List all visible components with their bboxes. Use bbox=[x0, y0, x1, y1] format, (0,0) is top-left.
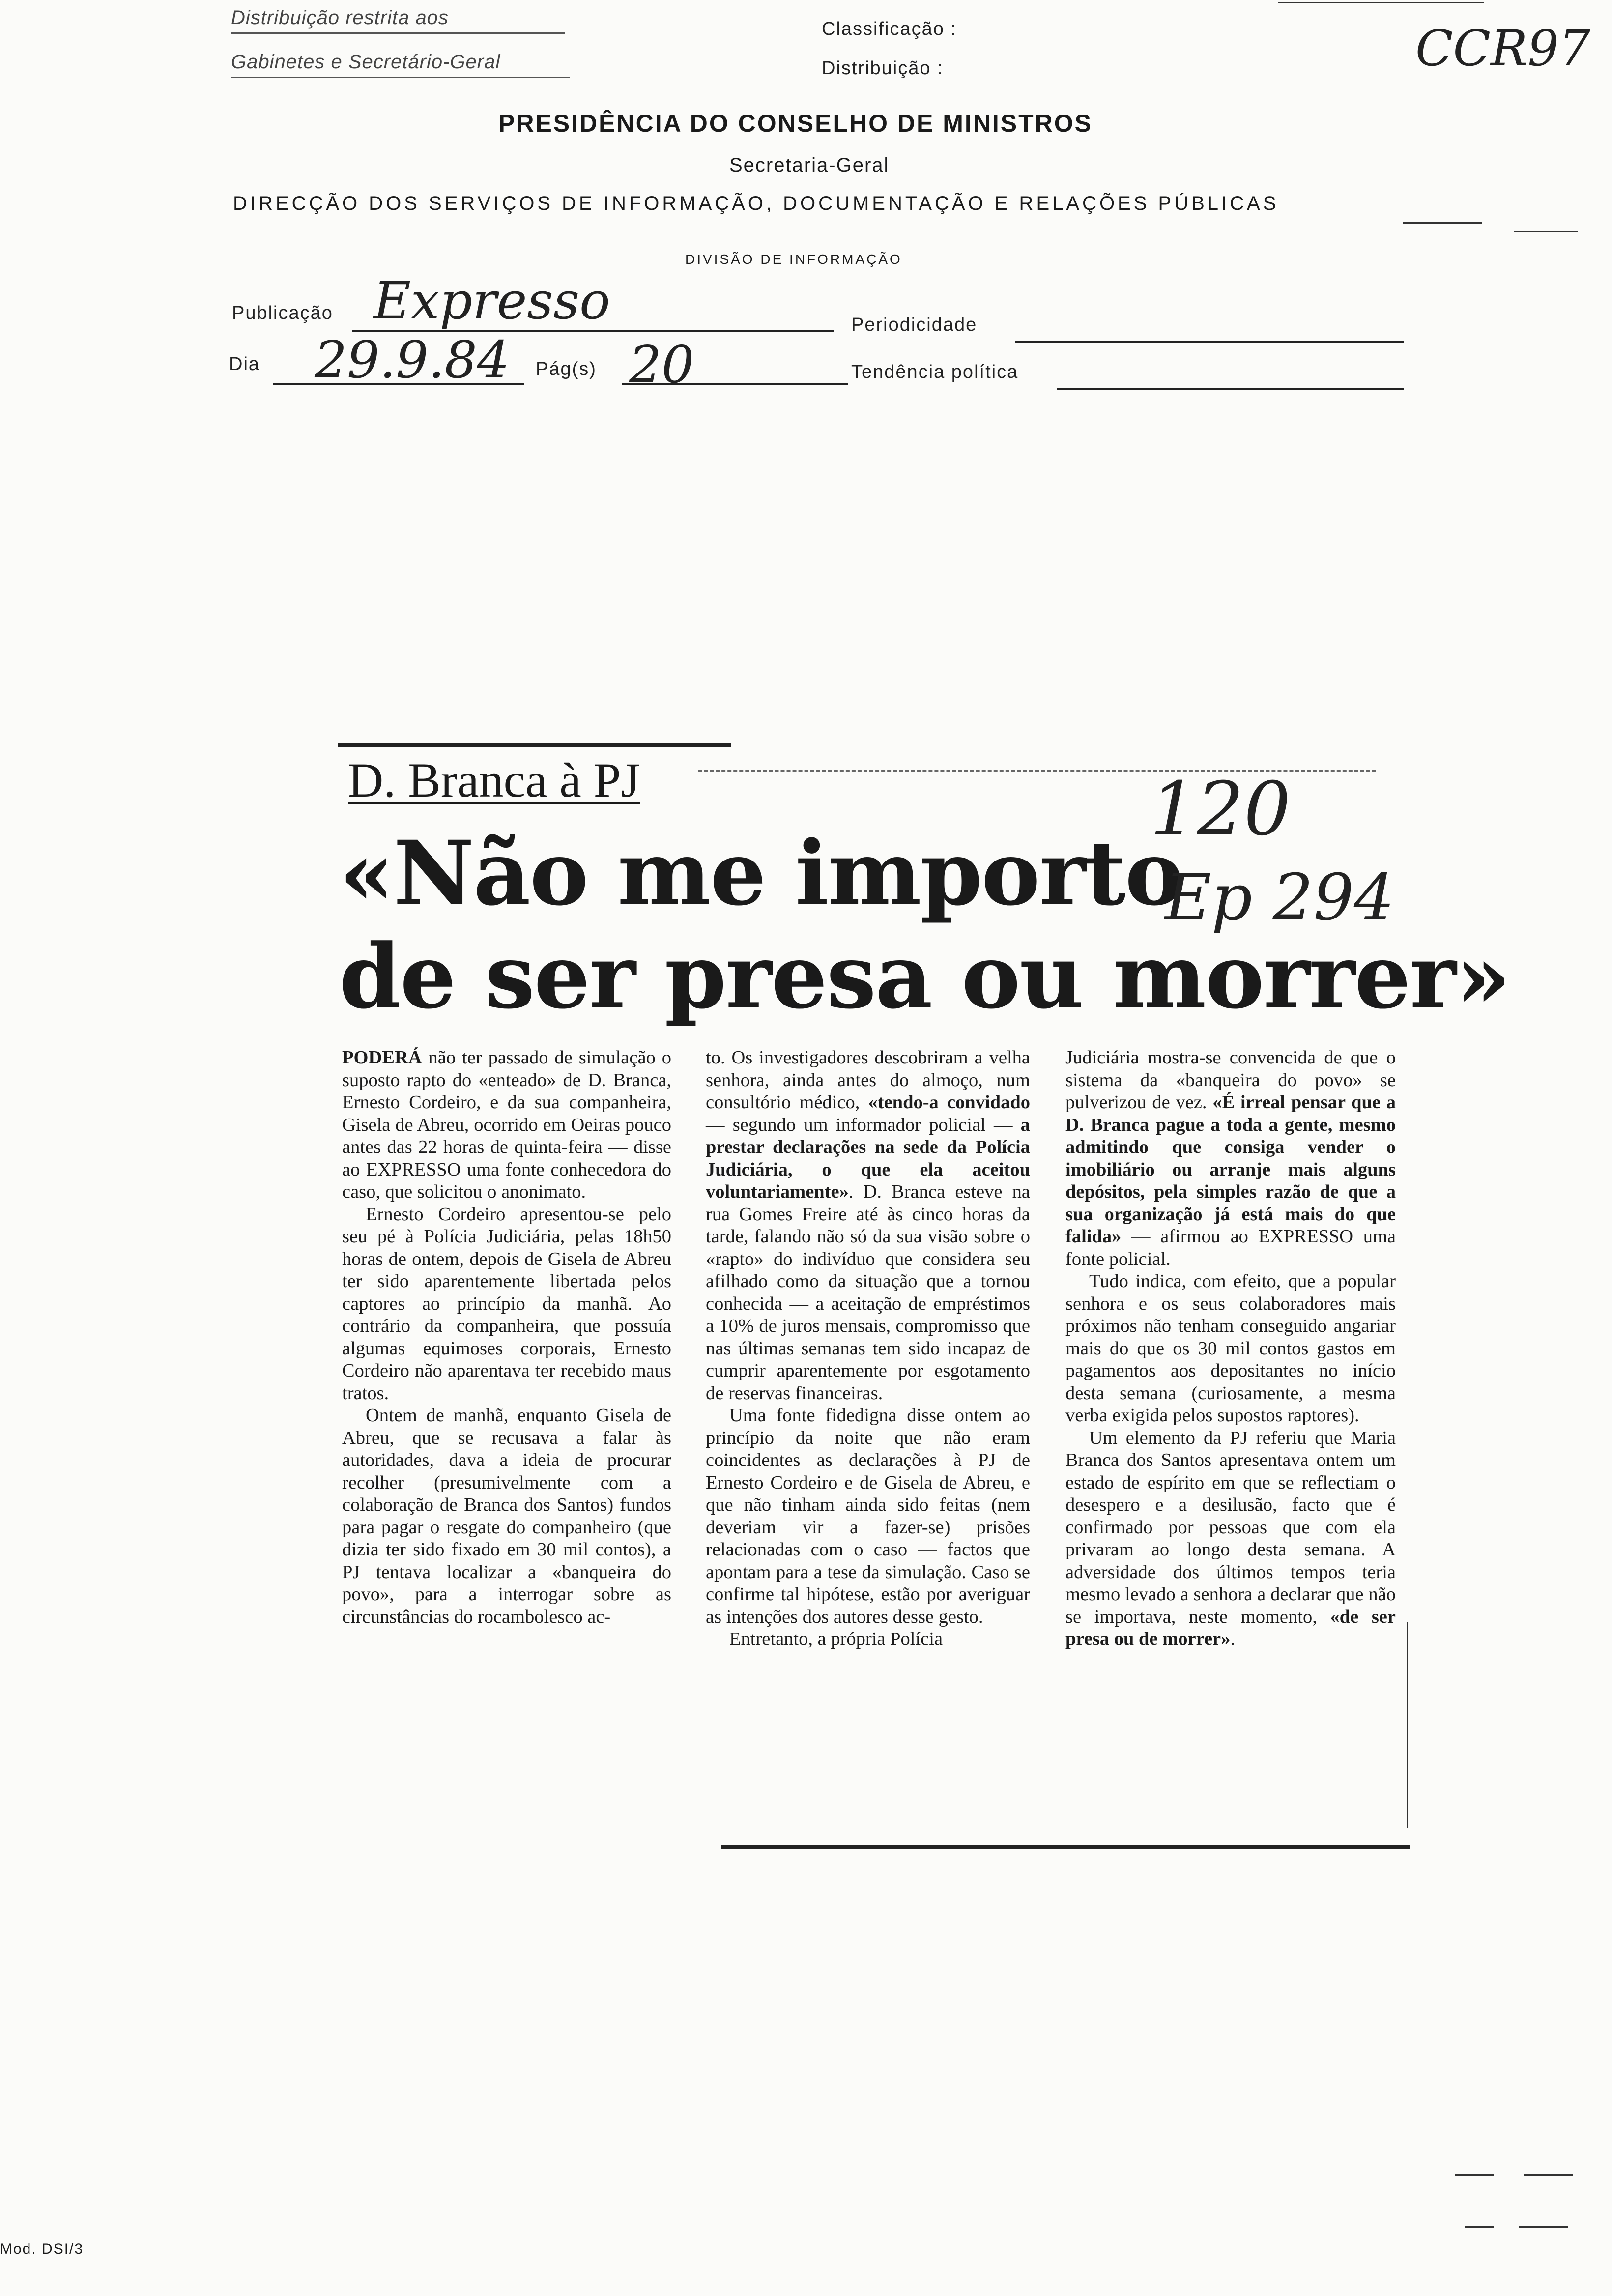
article-column-1 bbox=[342, 1047, 671, 1628]
col1-p1-text: não ter passado de simulação o suposto rapto do «enteado» de D. Branca, Ernesto Cordeiro, e da sua companheira, Gisela de Abreu, ocorrido em Oeiras pouco antes das 22 horas de quinta-feira — disse ao EXPRESSO uma fonte conhecedora do caso, que solicitou o anonimato. bbox=[342, 1047, 671, 1202]
column-right-rule bbox=[1407, 1622, 1408, 1828]
day-value: 29.9.84 bbox=[315, 330, 510, 390]
col3-p3-c: . bbox=[1230, 1629, 1236, 1649]
org-title: PRESIDÊNCIA DO CONSELHO DE MINISTROS bbox=[498, 110, 1093, 137]
directorate-rule-2 bbox=[1514, 231, 1578, 232]
col1-paragraph-1 bbox=[342, 1047, 671, 1204]
col1-paragraph-3: Ontem de manhã, enquanto Gisela de Abreu, que se recusava a falar às autoridades, dava a ideia de procurar recolher (presumivelmente com a colaboração de Branca dos Santos) fundos para pagar o resgate do companheiro (que dizia ter sido fixado em 30 mil contos), a PJ tentava localizar a «banqueira do povo», para a interrogar sobre as circunstâncias do rocambolesco ac- bbox=[342, 1405, 671, 1627]
day-label: Dia bbox=[229, 354, 260, 374]
col2-p1-c: — segundo um informador policial — bbox=[706, 1114, 1021, 1135]
article-bottom-rule bbox=[721, 1845, 1410, 1849]
political-tendency-label: Tendência política bbox=[851, 362, 1019, 382]
publication-value: Expresso bbox=[374, 271, 610, 331]
footer-rule-3 bbox=[1465, 2226, 1494, 2228]
directorate-rule bbox=[1403, 222, 1482, 224]
col3-p1-a: Judiciária mostra-se convencida de que o sistema da «banqueira do povo» se pulverizou de vez. bbox=[1065, 1047, 1396, 1113]
periodicity-label: Periodicidade bbox=[851, 315, 978, 335]
col3-p1-c: — afirmou ao EXPRESSO uma fonte policial. bbox=[1065, 1226, 1396, 1269]
top-right-rule bbox=[1278, 2, 1484, 3]
col2-p1-b: «tendo-a convidado bbox=[868, 1092, 1030, 1113]
distribution-underline-1 bbox=[231, 32, 565, 34]
col3-paragraph-1 bbox=[1065, 1047, 1396, 1270]
col2-p1-d: a prestar declarações na sede da Polícia Judiciária, o que ela aceitou voluntariamente» bbox=[706, 1114, 1030, 1202]
col3-paragraph-2: Tudo indica, com efeito, que a popular senhora e os seus colaboradores mais próximos não tenham conseguido angariar mais do que os 30 mil contos gastos em pagamentos aos depositantes no início desta semana (curiosamente, a mesma verba exigida pelos supostos raptores). bbox=[1065, 1271, 1396, 1426]
headline-line-2: de ser presa ou morrer» bbox=[339, 925, 1510, 1029]
article-column-2 bbox=[706, 1047, 1030, 1651]
archive-mark: CCR97 bbox=[1415, 20, 1590, 77]
col3-p1-b: «É irreal pensar que a D. Branca pague a toda a gente, mesmo admitindo que consiga vender o imobiliário ou arranje mais alguns depósitos, pela simples razão de que a sua organização já está mais do que falida» bbox=[1065, 1092, 1396, 1247]
political-tendency-line bbox=[1057, 388, 1404, 390]
footer-rule-1 bbox=[1455, 2174, 1494, 2176]
col1-paragraph-2: Ernesto Cordeiro apresentou-se pelo seu pé à Polícia Judiciária, pelas 18h50 horas de ontem, depois de Gisela de Abreu ter sido aparentemente libertada pelos captores ao princípio da manhã. Ao contrário da companheira, que possuía algumas equimoses corporais, Ernesto Cordeiro não aparentava ter recebido maus tratos. bbox=[342, 1204, 671, 1404]
org-subtitle: Secretaria-Geral bbox=[729, 154, 890, 176]
col1-lead-word: PODERÁ bbox=[342, 1047, 422, 1068]
article-kicker: D. Branca à PJ bbox=[348, 753, 640, 807]
col3-paragraph-3 bbox=[1065, 1427, 1396, 1651]
footer-rule-4 bbox=[1519, 2226, 1568, 2228]
footer-rule-2 bbox=[1524, 2174, 1573, 2176]
article-top-rule bbox=[338, 743, 731, 747]
col2-p1-e: . D. Branca esteve na rua Gomes Freire até às cinco horas da tarde, falando não só da sua visão sobre o «rapto» do indivíduo que considera seu afilhado como da situação que a tornou conhecida — a aceitação de empréstimos a 10% de juros mensais, compromisso que nas últimas semanas tem sido incapaz de cumprir aparentemente por esgotamento de reservas financeiras. bbox=[706, 1181, 1030, 1404]
classification-label: Classificação : bbox=[822, 19, 957, 39]
distribution-label: Distribuição : bbox=[822, 58, 944, 79]
pages-label: Pág(s) bbox=[536, 359, 597, 379]
division-label: DIVISÃO DE INFORMAÇÃO bbox=[685, 252, 902, 267]
col3-p3-a: Um elemento da PJ referiu que Maria Branca dos Santos apresentava ontem um estado de espírito em que se reflectiam o desespero e a desilusão, facto que é confirmado por pessoas que com ela privaram ao longo desta semana. A adversidade dos últimos tempos teria mesmo levado a senhora a declarar que não se importava, neste momento, bbox=[1065, 1427, 1396, 1627]
col2-paragraph-2: Uma fonte fidedigna disse ontem ao princípio da noite que não eram coincidentes as declarações à PJ de Ernesto Cordeiro e de Gisela de Abreu, e que não tinham ainda sido feitas (nem deveriam vir a fazer-se) prisões relacionadas com o caso — factos que apontam para a tese da simulação. Caso se confirme tal hipótese, estão por averiguar as intenções dos autores desse gesto. bbox=[706, 1405, 1030, 1627]
col2-p1-a: to. Os investigadores descobriram a velha senhora, ainda antes do almoço, num consultório médico, bbox=[706, 1047, 1030, 1113]
handwritten-number: 120 bbox=[1150, 767, 1291, 852]
article-column-3 bbox=[1065, 1047, 1396, 1651]
col2-paragraph-1 bbox=[706, 1047, 1030, 1405]
periodicity-line bbox=[1015, 341, 1404, 343]
publication-label: Publicação bbox=[232, 303, 333, 323]
distribution-line-1: Distribuição restrita aos bbox=[231, 7, 449, 29]
headline-line-1: «Não me importo bbox=[339, 822, 1183, 925]
col2-paragraph-3: Entretanto, a própria Polícia bbox=[729, 1629, 943, 1649]
pages-value: 20 bbox=[629, 335, 694, 395]
distribution-underline-2 bbox=[231, 77, 570, 78]
col3-p3-b: «de ser presa ou de morrer» bbox=[1065, 1606, 1396, 1649]
directorate-line: DIRECÇÃO DOS SERVIÇOS DE INFORMAÇÃO, DOCUMENTAÇÃO E RELAÇÕES PÚBLICAS bbox=[233, 193, 1279, 214]
distribution-line-2: Gabinetes e Secretário-Geral bbox=[231, 51, 501, 73]
form-code: Mod. DSI/3 bbox=[0, 2241, 84, 2257]
handwritten-note: Ep 294 bbox=[1165, 860, 1395, 935]
